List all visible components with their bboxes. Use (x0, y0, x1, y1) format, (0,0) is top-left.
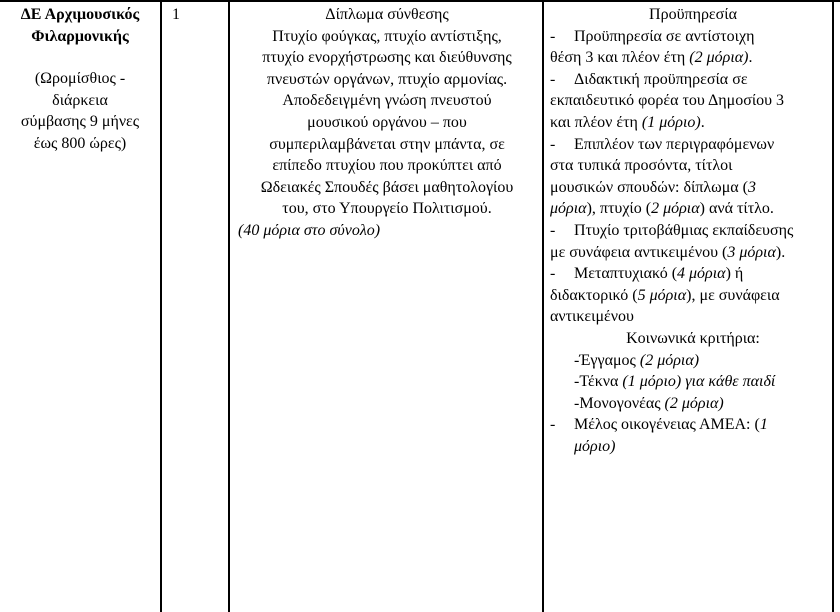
item3-points-unit: μόρια (550, 200, 587, 218)
item5-line2 (550, 285, 836, 307)
item5-text: Μεταπτυχιακό ( (574, 265, 678, 283)
spacer (0, 47, 160, 68)
item2-line3 (550, 112, 836, 134)
criteria-cell (544, 0, 840, 457)
contract-line3: σύμβασης 9 μήνες (20, 113, 140, 131)
social-children-label: -Τέκνα (574, 373, 623, 391)
bullet-dash: - (550, 70, 556, 88)
criteria-item-tertiary (550, 220, 836, 242)
item5-doctorate: διδακτορικό ( (550, 286, 638, 304)
item5-doctorate-end: ), με συνάφεια (686, 286, 780, 304)
bullet-dash: - (550, 27, 556, 45)
positions-cell (162, 0, 228, 26)
item4-line1: Πτυχίο τριτοβάθμιας εκπαίδευσης (574, 221, 794, 239)
social-married-points: (2 μόρια) (639, 351, 700, 369)
item3-text: μουσικών σπουδών: δίπλωμα ( (550, 178, 748, 196)
item3-line3 (550, 177, 836, 199)
criteria-item-extra-titles (550, 134, 836, 156)
item5-doctorate-points: 5 μόρια (637, 286, 687, 304)
item5-points: 4 μόρια (677, 265, 726, 283)
qualifications-line5: μουσικού οργάνου – που (307, 113, 467, 131)
social-criteria-heading: Κοινωνικά κριτήρια: (626, 329, 760, 347)
item3-line4 (550, 198, 836, 220)
specialty-title-line2: Φιλαρμονικής (31, 27, 129, 45)
social-children (550, 371, 836, 393)
item3-line2: στα τυπικά προσόντα, τίτλοι (550, 157, 733, 175)
specialty-title-line1: ΔΕ Αρχιμουσικός (20, 6, 140, 23)
item2-line1: Διδακτική προϋπηρεσία σε (574, 70, 748, 88)
bullet-dash: - (550, 265, 556, 283)
qualifications-line9: του, στο Υπουργείο Πολιτισμού. (282, 200, 492, 218)
qualifications-line1: Πτυχίο φούγκας, πτυχίο αντίστιξης, (272, 27, 502, 45)
qualifications-line6: συμπεριλαμβάνεται στην μπάντα, σε (269, 135, 505, 153)
item5-end: ) ή (725, 265, 744, 283)
social-single-parent (550, 393, 836, 415)
bullet-dash: - (550, 221, 556, 239)
item4-line2 (550, 242, 836, 264)
item4-points: 3 μόρια (727, 243, 776, 261)
qualifications-line3: πνευστών οργάνων, πτυχίο αρμονίας. (266, 70, 508, 88)
criteria-item-postgraduate (550, 263, 836, 285)
item4-end: ). (775, 243, 786, 261)
item3-mid: ), πτυχίο ( (586, 200, 652, 218)
item6-line2: μόριο) (574, 437, 616, 455)
item1-points: (2 μόρια) (689, 49, 749, 67)
criteria-item-disability (550, 414, 836, 436)
social-single-parent-label: -Μονογονέας (574, 394, 665, 412)
item6-points: 1 (759, 416, 768, 434)
item1-line2 (550, 47, 836, 69)
qualifications-line7: επίπεδο πτυχίου που προκύπτει από (272, 157, 502, 175)
criteria-heading: Προϋπηρεσία (649, 6, 737, 23)
qualifications-total: (40 μόρια στο σύνολο) (238, 221, 381, 239)
item3-end: ) ανά τίτλο. (699, 200, 774, 218)
item1-end: . (748, 49, 753, 67)
qualifications-heading: Δίπλωμα σύνθεσης (325, 6, 449, 23)
item4-text: με συνάφεια αντικειμένου ( (550, 243, 728, 261)
column-border-1 (160, 0, 162, 612)
qualifications-line2: πτυχίο ενορχήστρωσης και διεύθυνσης (262, 49, 512, 67)
criteria-item-experience (550, 26, 836, 48)
qualifications-line8: Ωδειακές Σπουδές βάσει μαθητολογίου (260, 178, 514, 196)
item2-text: και πλέον έτη (550, 113, 642, 131)
social-children-points: (1 μόριο) για κάθε παιδί (622, 373, 776, 391)
qualifications-cell (230, 0, 542, 242)
item2-line2: εκπαιδευτικό φορέα του Δημοσίου 3 (550, 92, 785, 110)
contract-line1: (Ωρομίσθιος - (34, 70, 126, 88)
contract-line4: έως 800 ώρες) (33, 134, 127, 152)
item2-points: (1 μόριο) (641, 113, 701, 131)
bullet-dash: - (550, 416, 556, 434)
item3-points2: 2 μόρια (651, 200, 700, 218)
social-married (550, 350, 836, 372)
item2-end: . (700, 113, 705, 131)
item6-text: Μέλος οικογένειας ΑΜΕΑ: ( (574, 416, 760, 434)
qualifications-line4: Αποδεδειγμένη γνώση πνευστού (282, 92, 492, 110)
specialty-cell (0, 0, 160, 155)
bullet-dash: - (550, 135, 556, 153)
item1-line1: Προϋπηρεσία σε αντίστοιχη (574, 27, 755, 45)
positions-count: 1 (172, 6, 180, 23)
item3-line1: Επιπλέον των περιγραφόμενων (574, 135, 775, 153)
item5-line3: αντικειμένου (550, 308, 634, 326)
item3-points: 3 (748, 178, 756, 196)
social-single-parent-points: (2 μόρια) (664, 394, 724, 412)
criteria-item-teaching (550, 69, 836, 91)
social-married-label: -Έγγαμος (574, 351, 640, 369)
contract-line2: διάρκεια (52, 91, 108, 109)
item1-text: θέση 3 και πλέον έτη (550, 49, 690, 67)
